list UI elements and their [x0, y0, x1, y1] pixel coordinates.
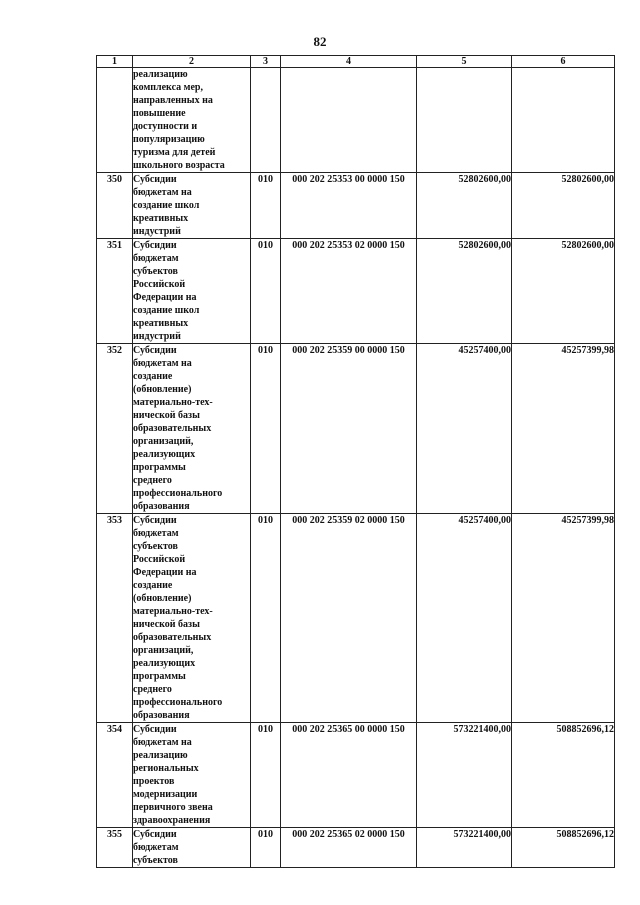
- row-name-line: бюджетам на: [133, 187, 192, 198]
- row-kbk: [281, 68, 417, 173]
- row-name-line: региональных: [133, 763, 199, 774]
- row-name-line: организаций,: [133, 645, 194, 656]
- row-name-line: образовательных: [133, 632, 212, 643]
- row-name: [133, 173, 251, 239]
- row-name-line: субъектов: [133, 541, 178, 552]
- table-row: [97, 723, 615, 828]
- page-number: 82: [313, 34, 327, 49]
- row-name-line: проектов: [133, 776, 175, 787]
- row-name: [133, 514, 251, 723]
- row-name-line: нической базы: [133, 410, 200, 421]
- row-fact-amount: 508852696,12: [512, 828, 615, 868]
- row-name-line: программы: [133, 462, 186, 473]
- row-fact-amount: 52802600,00: [512, 173, 615, 239]
- row-name-line: туризма для детей: [133, 147, 216, 158]
- row-name-line: бюджетам: [133, 253, 179, 264]
- row-name-line: создание школ: [133, 200, 200, 211]
- row-name-line: Федерации на: [133, 567, 197, 578]
- row-name-line: комплекса мер,: [133, 82, 203, 93]
- budget-table: [96, 55, 615, 868]
- row-plan-amount: 573221400,00: [417, 828, 512, 868]
- row-name: [133, 828, 251, 868]
- table-row: [97, 828, 615, 868]
- row-name-line: популяризацию: [133, 134, 205, 145]
- row-name-line: модернизации: [133, 789, 198, 800]
- row-name-line: Субсидии: [133, 829, 177, 840]
- table-header: [97, 56, 615, 68]
- table-row: [97, 514, 615, 723]
- row-name-line: создание: [133, 580, 173, 591]
- row-name-line: Субсидии: [133, 724, 177, 735]
- row-name-line: Субсидии: [133, 174, 177, 185]
- row-name-line: индустрий: [133, 331, 181, 342]
- row-name-line: среднего: [133, 684, 172, 695]
- row-name-line: создание школ: [133, 305, 200, 316]
- row-name-line: образования: [133, 501, 190, 512]
- row-plan-amount: 45257400,00: [417, 514, 512, 723]
- row-code: 010: [251, 344, 281, 514]
- row-name-line: Субсидии: [133, 515, 177, 526]
- row-number: 351: [97, 239, 133, 344]
- row-name-line: реализацию: [133, 750, 188, 761]
- column-header-2: 2: [133, 56, 251, 68]
- row-name-line: профессионального: [133, 488, 223, 499]
- row-kbk: 000 202 25359 00 0000 150: [281, 344, 417, 514]
- table-row: [97, 344, 615, 514]
- row-kbk: 000 202 25353 02 0000 150: [281, 239, 417, 344]
- row-name: [133, 344, 251, 514]
- row-name-line: Федерации на: [133, 292, 197, 303]
- row-plan-amount: 573221400,00: [417, 723, 512, 828]
- row-name-line: реализующих: [133, 449, 196, 460]
- table-row: [97, 68, 615, 173]
- row-name-line: повышение: [133, 108, 186, 119]
- row-name-line: направленных на: [133, 95, 213, 106]
- row-fact-amount: 45257399,98: [512, 514, 615, 723]
- row-plan-amount: 52802600,00: [417, 173, 512, 239]
- header-row: [97, 56, 615, 68]
- table-row: [97, 239, 615, 344]
- row-number: 350: [97, 173, 133, 239]
- row-number: 355: [97, 828, 133, 868]
- row-kbk: 000 202 25365 00 0000 150: [281, 723, 417, 828]
- row-number: 354: [97, 723, 133, 828]
- row-plan-amount: 52802600,00: [417, 239, 512, 344]
- row-kbk: 000 202 25353 00 0000 150: [281, 173, 417, 239]
- row-code: 010: [251, 828, 281, 868]
- row-number: 353: [97, 514, 133, 723]
- column-header-5: 5: [417, 56, 512, 68]
- row-name-line: индустрий: [133, 226, 181, 237]
- row-name-line: образования: [133, 710, 190, 721]
- row-name-line: программы: [133, 671, 186, 682]
- row-name-line: субъектов: [133, 266, 178, 277]
- row-name: [133, 239, 251, 344]
- row-name-line: профессионального: [133, 697, 223, 708]
- row-name-line: Российской: [133, 554, 186, 565]
- row-name-line: нической базы: [133, 619, 200, 630]
- row-name-line: Субсидии: [133, 240, 177, 251]
- row-name-line: креативных: [133, 213, 189, 224]
- row-name-line: организаций,: [133, 436, 194, 447]
- row-name-line: реализующих: [133, 658, 196, 669]
- row-number: [97, 68, 133, 173]
- row-name-line: субъектов: [133, 855, 178, 866]
- column-header-1: 1: [97, 56, 133, 68]
- table-row: [97, 173, 615, 239]
- row-fact-amount: 508852696,12: [512, 723, 615, 828]
- row-name-line: бюджетам на: [133, 358, 192, 369]
- row-number: 352: [97, 344, 133, 514]
- row-code: 010: [251, 514, 281, 723]
- row-code: 010: [251, 173, 281, 239]
- row-plan-amount: 45257400,00: [417, 344, 512, 514]
- row-name-line: доступности и: [133, 121, 198, 132]
- row-name-line: (обновление): [133, 593, 192, 604]
- row-name-line: материально-тех-: [133, 397, 213, 408]
- row-code: 010: [251, 239, 281, 344]
- row-name: [133, 723, 251, 828]
- row-name-line: (обновление): [133, 384, 192, 395]
- row-name-line: креативных: [133, 318, 189, 329]
- row-name-line: среднего: [133, 475, 172, 486]
- row-code: [251, 68, 281, 173]
- row-name-line: создание: [133, 371, 173, 382]
- row-fact-amount: 45257399,98: [512, 344, 615, 514]
- row-name-line: Российской: [133, 279, 186, 290]
- row-name-line: материально-тех-: [133, 606, 213, 617]
- row-name-line: первичного звена: [133, 802, 213, 813]
- row-fact-amount: 52802600,00: [512, 239, 615, 344]
- row-name-line: школьного возраста: [133, 160, 225, 171]
- row-name-line: бюджетам: [133, 528, 179, 539]
- row-name-line: бюджетам на: [133, 737, 192, 748]
- column-header-3: 3: [251, 56, 281, 68]
- table-body: [97, 68, 615, 868]
- row-fact-amount: [512, 68, 615, 173]
- row-name-line: здравоохранения: [133, 815, 211, 826]
- row-name-line: бюджетам: [133, 842, 179, 853]
- row-name: [133, 68, 251, 173]
- row-name-line: Субсидии: [133, 345, 177, 356]
- column-header-4: 4: [281, 56, 417, 68]
- row-code: 010: [251, 723, 281, 828]
- column-header-6: 6: [512, 56, 615, 68]
- row-name-line: образовательных: [133, 423, 212, 434]
- row-kbk: 000 202 25359 02 0000 150: [281, 514, 417, 723]
- row-kbk: 000 202 25365 02 0000 150: [281, 828, 417, 868]
- row-name-line: реализацию: [133, 69, 188, 80]
- row-plan-amount: [417, 68, 512, 173]
